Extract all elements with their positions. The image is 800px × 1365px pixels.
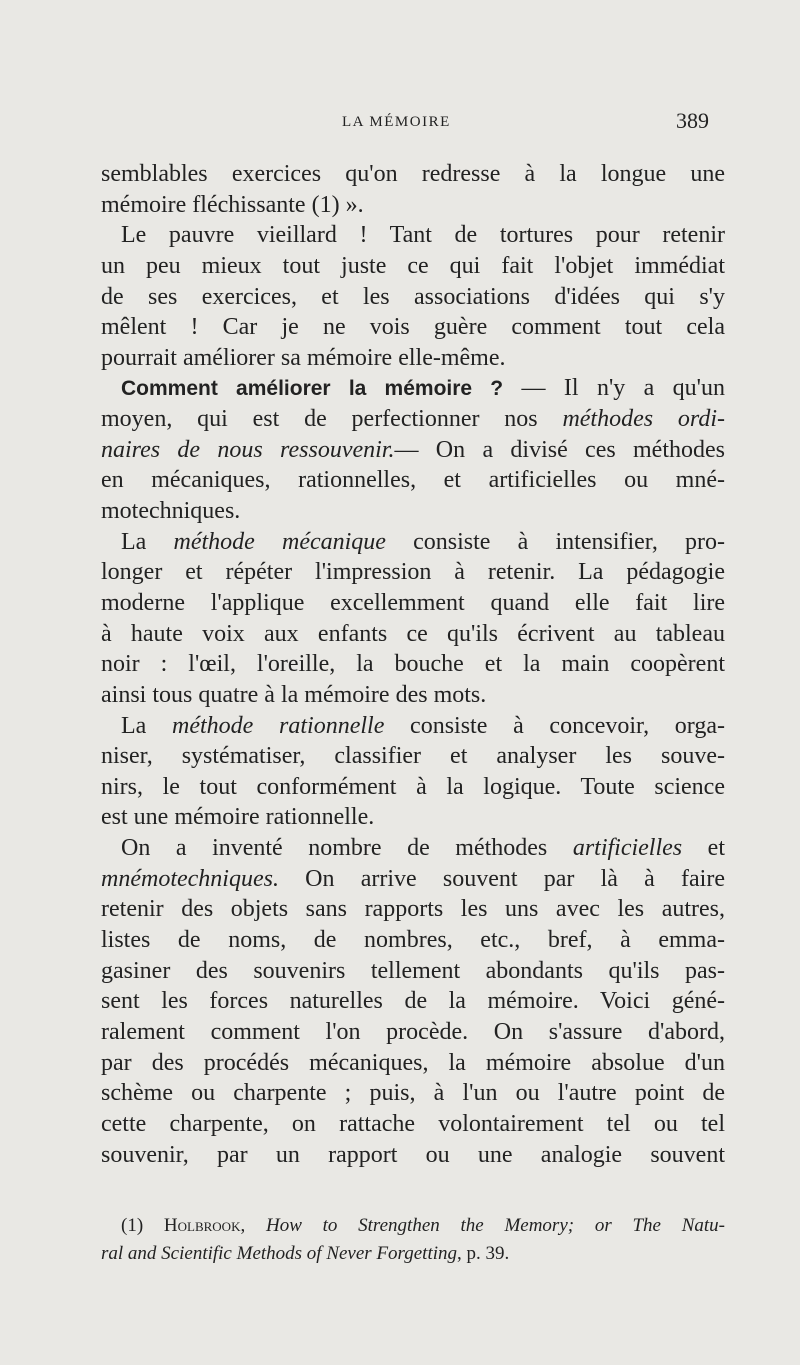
italic-run: artificielles	[572, 835, 683, 862]
footnote-marker: (1)	[121, 1215, 164, 1236]
text-line	[101, 864, 725, 895]
text-line	[101, 711, 725, 742]
text-line: souvenir, par un rapport ou une analogie souvent	[101, 1141, 725, 1168]
text-line: ainsi tous quatre à la mémoire des mots.	[101, 681, 487, 708]
text-line: en mécaniques, rationnelles, et artificielles ou mné-	[101, 467, 725, 494]
page-number: 389	[676, 108, 709, 133]
text-run: On a inventé nombre de méthodes	[121, 835, 573, 862]
text-run: consiste à concevoir, orga-	[384, 712, 725, 739]
text-line: est une mémoire rationnelle.	[101, 804, 375, 831]
text-line: de ses exercices, et les associations d'idées qui s'y	[101, 283, 725, 310]
body-text	[101, 159, 725, 1170]
text-line: un peu mieux tout juste ce qui fait l'objet immédiat	[101, 252, 725, 279]
text-line	[101, 527, 725, 558]
text-line: mémoire fléchissante (1) ».	[101, 191, 364, 218]
text-line	[101, 833, 725, 864]
text-line: ralement comment l'on procède. On s'assure d'abord,	[101, 1018, 725, 1045]
text-line: schème ou charpente ; puis, à l'un ou l'autre point de	[101, 1080, 725, 1107]
text-run: moyen, qui est de perfectionner nos	[101, 406, 563, 433]
italic-run: méthode mécanique	[173, 528, 386, 555]
footnote-page: , p. 39.	[457, 1243, 510, 1264]
footnote-line	[101, 1240, 725, 1268]
text-run: — On a divisé ces méthodes	[394, 436, 725, 463]
text-run: et	[682, 835, 725, 862]
text-line: cette charpente, on rattache volontairement tel ou tel	[101, 1110, 725, 1137]
text-line: par des procédés mécaniques, la mémoire absolue d'un	[101, 1049, 725, 1076]
footnote	[101, 1212, 725, 1268]
text-run: ,	[240, 1215, 266, 1236]
text-line: gasiner des souvenirs tellement abondants qu'ils pas-	[101, 957, 725, 984]
text-line: niser, systématiser, classifier et analyser les souve-	[101, 743, 725, 770]
text-line: à haute voix aux enfants ce qu'ils écrivent au tableau	[101, 620, 725, 647]
section-heading: Comment améliorer la mémoire ?	[121, 377, 504, 401]
text-line: Le pauvre vieillard ! Tant de tortures pour retenir	[121, 222, 725, 249]
text-line: motechniques.	[101, 498, 241, 525]
text-line: semblables exercices qu'on redresse à la longue une	[101, 161, 725, 187]
text-line: retenir des objets sans rapports les uns avec les autres,	[101, 896, 725, 923]
text-line: longer et répéter l'impression à retenir. La pédagogie	[101, 559, 725, 586]
text-line	[101, 373, 725, 404]
text-run: La	[121, 528, 174, 555]
text-line	[101, 435, 725, 466]
text-line: pourrait améliorer sa mémoire elle-même.	[101, 344, 506, 371]
footnote-line	[101, 1212, 725, 1240]
text-line: sent les forces naturelles de la mémoire. Voici géné-	[101, 988, 725, 1015]
italic-run: méthodes ordi-	[562, 406, 726, 433]
italic-run: naires de nous ressouvenir.	[101, 436, 395, 463]
text-run: — Il n'y a qu'un	[503, 375, 726, 402]
text-run: consiste à intensifier, pro-	[385, 528, 725, 555]
text-run: La	[121, 712, 173, 739]
text-line: moderne l'applique excellemment quand elle fait lire	[101, 589, 725, 616]
running-title: LA MÉMOIRE	[342, 114, 451, 130]
text-run: On arrive souvent par là à faire	[278, 865, 725, 892]
text-line	[101, 404, 725, 435]
text-line: nirs, le tout conformément à la logique. Toute science	[101, 773, 725, 800]
italic-run: méthode rationnelle	[172, 712, 385, 739]
text-line: listes de noms, de nombres, etc., bref, à emma-	[101, 927, 725, 954]
text-line: noir : l'œil, l'oreille, la bouche et la main coopèrent	[101, 651, 725, 678]
footnote-author: Holbrook	[163, 1215, 241, 1236]
running-head	[0, 108, 800, 138]
footnote-title: ral and Scientific Methods of Never Forgetting	[101, 1243, 458, 1264]
text-line: mêlent ! Car je ne vois guère comment tout cela	[101, 314, 725, 341]
italic-run: mnémotechniques.	[101, 865, 279, 892]
footnote-title: How to Strengthen the Memory; or The Natu-	[265, 1215, 726, 1236]
